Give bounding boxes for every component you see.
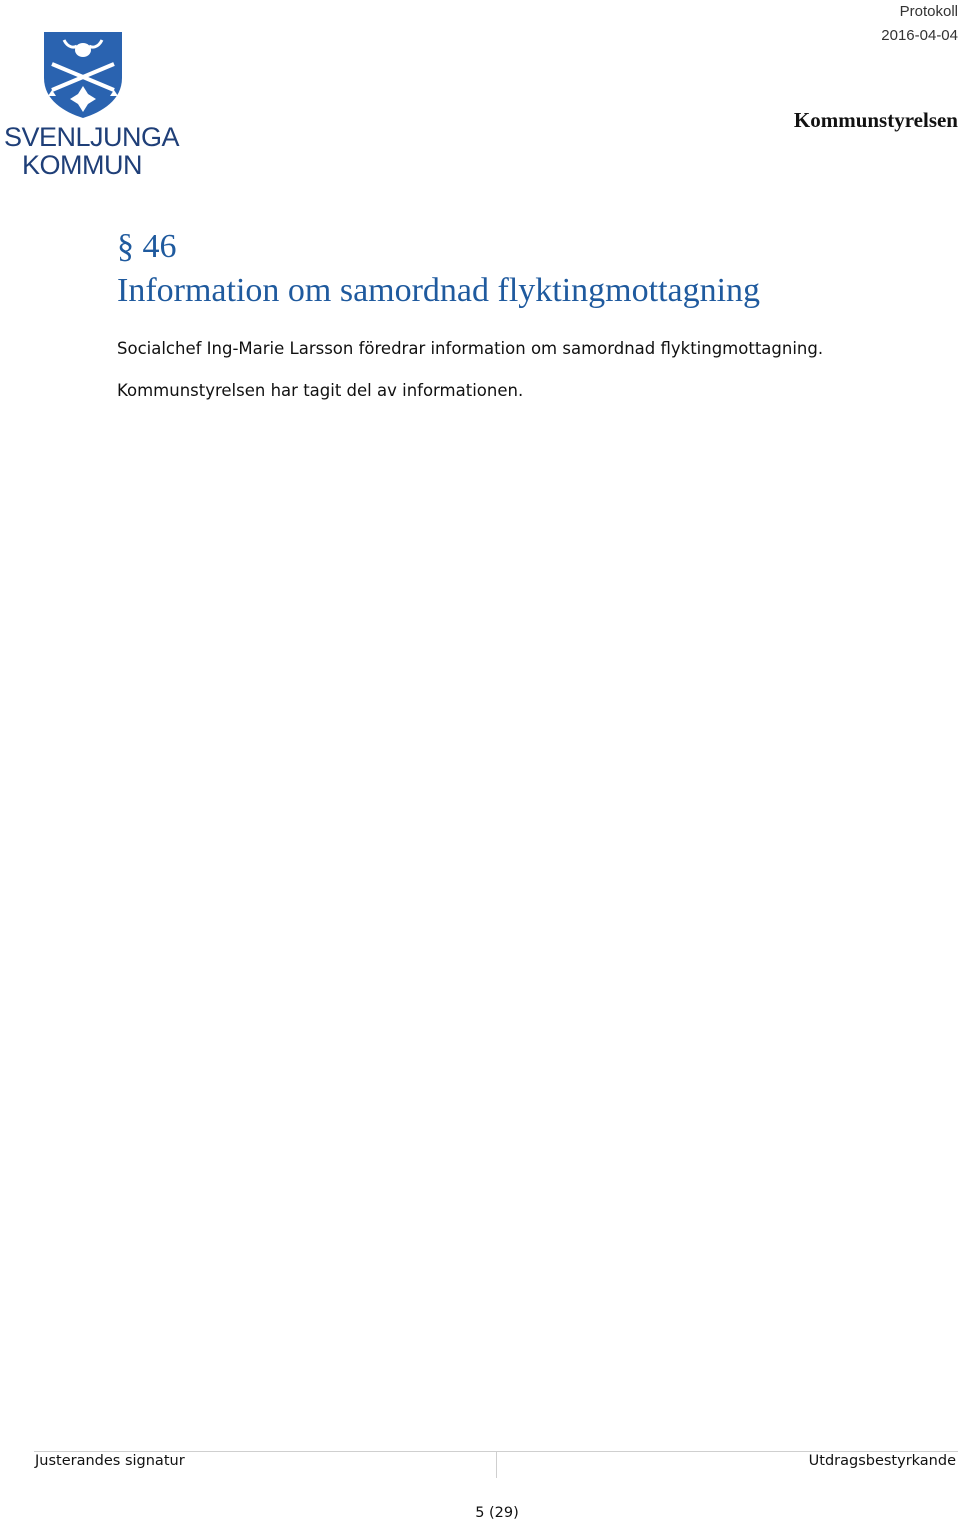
- page-number: 5 (29): [475, 1505, 519, 1521]
- document-meta: [881, 0, 958, 48]
- body-paragraph: Kommunstyrelsen har tagit del av informationen.: [117, 381, 524, 400]
- document-type: Protokoll: [899, 3, 958, 20]
- certification-label: Utdragsbestyrkande: [808, 1453, 956, 1469]
- org-name-line1: SVENLJUNGA: [4, 122, 180, 152]
- signature-label: Justerandes signatur: [35, 1453, 185, 1469]
- committee-name: Kommunstyrelsen: [793, 108, 958, 132]
- organization-logo: [4, 30, 180, 180]
- paragraph-title: Information om samordnad flyktingmottagning: [117, 272, 761, 309]
- coat-of-arms-icon: [42, 30, 124, 120]
- document-date: 2016-04-04: [881, 27, 958, 44]
- paragraph-number: § 46: [117, 228, 177, 265]
- org-name-line2: KOMMUN: [22, 150, 142, 180]
- footer-separator: [496, 1452, 497, 1478]
- body-paragraph: Socialchef Ing-Marie Larsson föredrar information om samordnad flyktingmottagning.: [117, 339, 824, 358]
